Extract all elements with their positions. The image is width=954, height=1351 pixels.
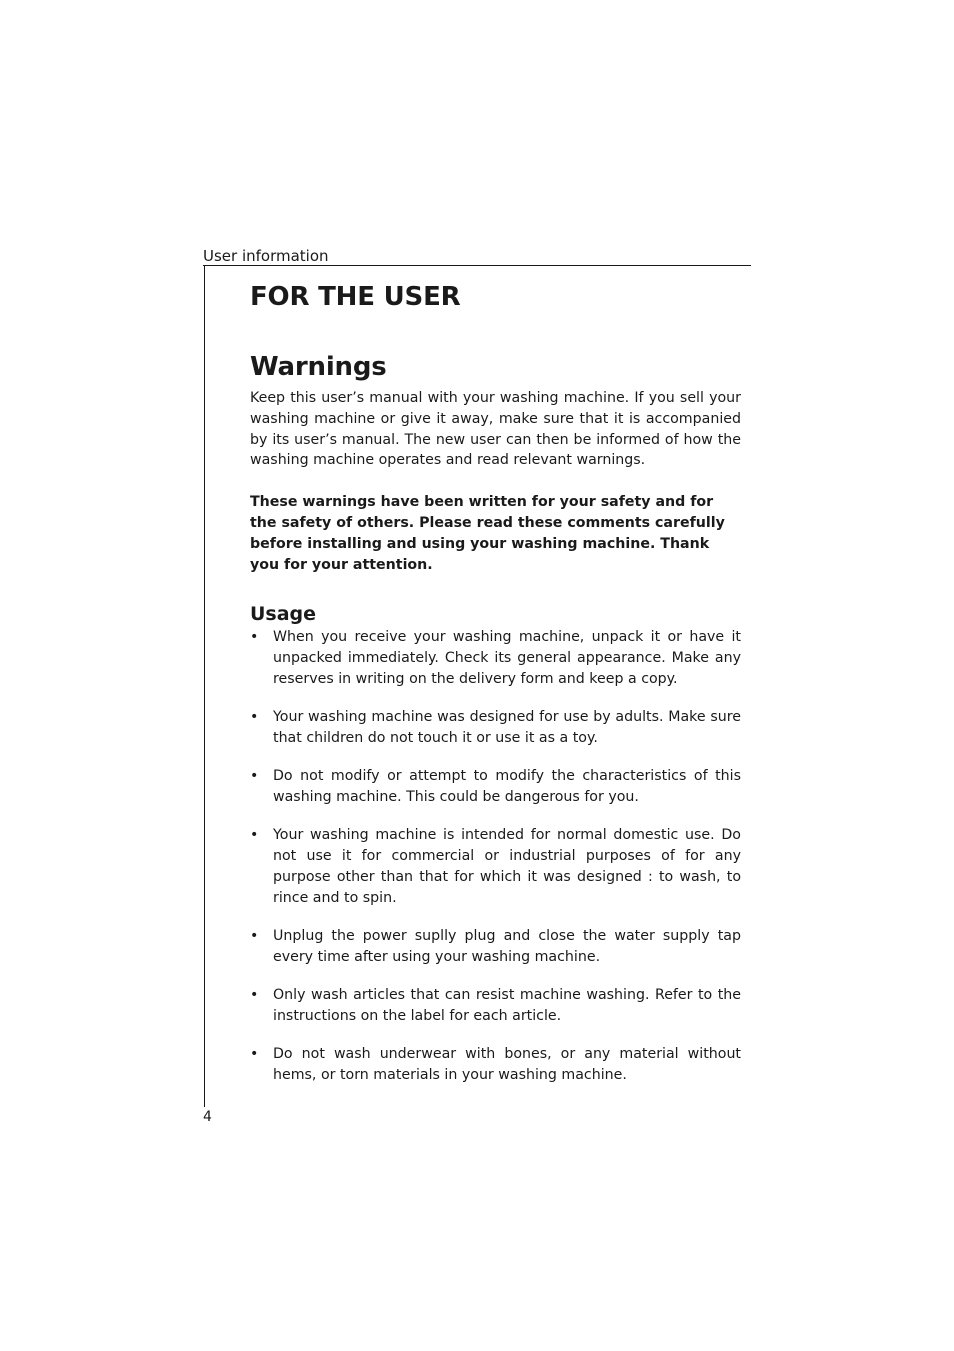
left-margin-rule [204,265,205,1107]
list-item [250,707,741,749]
page-title: FOR THE USER [250,282,461,312]
list-item-text: Do not wash underwear with bones, or any material without hems, or torn materials in your washing machine. [273,1046,741,1084]
list-item [250,926,741,968]
usage-list [250,627,741,1086]
list-item-text: Only wash articles that can resist machine washing. Refer to the instructions on the label for each article. [273,987,741,1025]
header-divider [203,265,751,266]
list-item-text: When you receive your washing machine, unpack it or have it unpacked immediately. Check its general appearance. Make any reserves in writing on the delivery form and keep a copy. [273,629,741,687]
list-item-text: Do not modify or attempt to modify the characteristics of this washing machine. This could be dangerous for you. [273,768,741,806]
bullet-icon: • [250,987,259,1004]
bullet-icon: • [250,709,259,726]
list-item [250,1044,741,1086]
bullet-icon: • [250,629,259,646]
page-content [250,278,741,1103]
list-item-text: Unplug the power suplly plug and close the water supply tap every time after using your washing machine. [273,928,741,965]
bullet-icon: • [250,827,259,844]
warnings-heading: Warnings [250,352,387,382]
bullet-icon: • [250,1046,259,1063]
list-item-text: Your washing machine was designed for use by adults. Make sure that children do not touch it or use it as a toy. [273,709,741,747]
list-item [250,985,741,1027]
section-label: User information [203,247,329,265]
list-item-text: Your washing machine is intended for normal domestic use. Do not use it for commercial or industrial purposes of for any purpose other than that for which it was designed : to wash, to rince and to spin. [273,827,741,906]
safety-note: These warnings have been written for your safety and for the safety of others. Please read these comments carefully before installing and using your washing machine. Thank you for your attention. [250,494,725,573]
bullet-icon: • [250,928,259,945]
usage-heading: Usage [250,603,317,626]
list-item [250,825,741,908]
page-number: 4 [203,1109,212,1125]
intro-paragraph: Keep this user’s manual with your washing machine. If you sell your washing machine or give it away, make sure that it is accompanied by its user’s manual. The new user can then be informed of how the washing machine operates and read relevant warnings. [250,390,741,469]
bullet-icon: • [250,768,259,785]
list-item [250,766,741,808]
list-item [250,627,741,689]
